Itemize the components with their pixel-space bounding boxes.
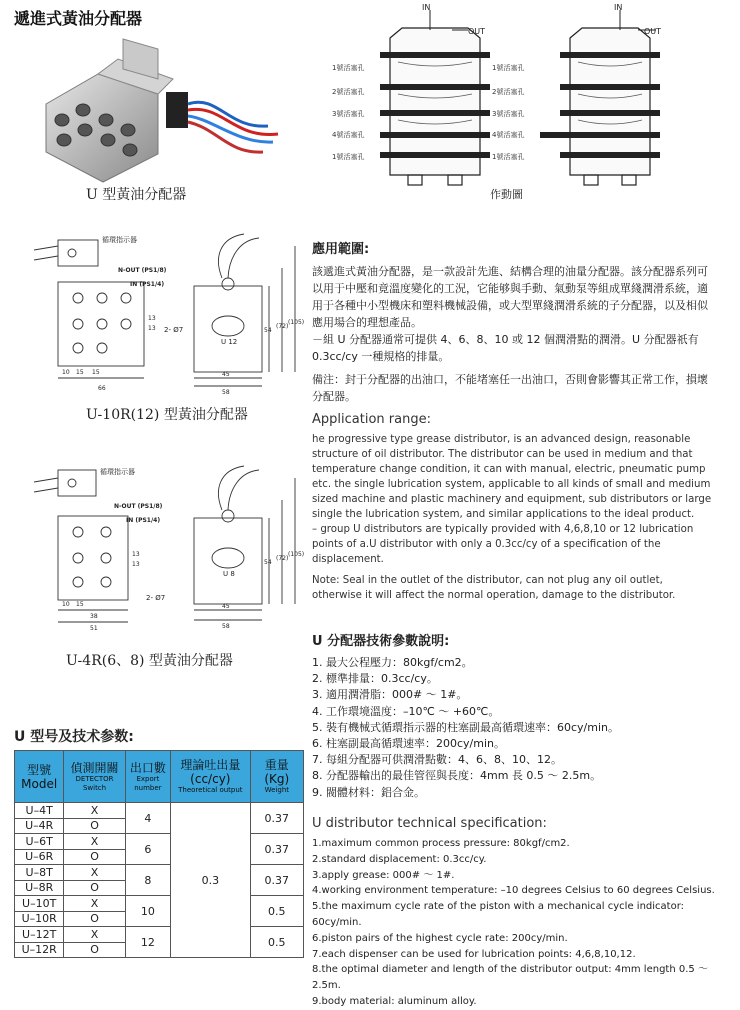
hole-label: 2- Ø7: [146, 594, 166, 602]
cell-weight: 0.5: [250, 927, 303, 958]
operation-caption: 作動圖: [490, 188, 523, 201]
application-en-heading: Application range:: [312, 412, 431, 427]
dim-13a: 13: [132, 551, 140, 558]
dim-45: 45: [222, 371, 230, 378]
operation-diagram: [318, 0, 736, 210]
cell-model: U–12R: [15, 942, 64, 958]
spec-cn-item: 7. 每組分配器可供潤滑點數：4、6、8、10、12。: [312, 753, 562, 767]
nout-label: N-OUT (PS1/8): [118, 267, 167, 274]
in-label: IN (PS1/4): [130, 281, 165, 288]
model-mark: U 8: [223, 570, 235, 578]
dim-58: 58: [222, 623, 230, 630]
dim-10: 10: [62, 369, 70, 376]
cell-output: 0.3: [171, 803, 251, 958]
th-export: 出口數 Export number: [125, 751, 170, 803]
model-mark: U 12: [221, 338, 238, 346]
spec-en-item: 9.body material: aluminum alloy.: [312, 995, 477, 1007]
cell-model: U–12T: [15, 927, 64, 943]
op-in-label-right: IN: [614, 3, 623, 12]
application-en-para: he progressive type grease distributor, is an advanced design, reasonable structure of oil distributor. The distributor can be used in medium and that temperature change condition, it can with manual, electric, pneumatic pump etc. the single lubrication system, applicable to all kinds of small and medium sized machine and plastic machinery and equipment, sub distributors or large single the lubrication system, and similar applications to the ideal product.: [312, 434, 712, 520]
spec-cn-item: 5. 裝有機械式循環指示器的柱塞副最高循環速率：60cy/min。: [312, 720, 619, 734]
cell-switch: X: [64, 896, 125, 912]
table-row: [15, 896, 304, 912]
table-row: [15, 927, 304, 943]
dim-15: 15: [76, 601, 84, 608]
cell-switch: O: [64, 880, 125, 896]
model-table-heading: U 型号及技术参数:: [14, 729, 134, 745]
cell-model: U–8R: [15, 880, 64, 896]
piston-label: 3號活塞孔: [332, 110, 365, 118]
op-out-label-left: OUT: [468, 27, 486, 36]
piston-label: 1號活塞孔: [332, 153, 365, 161]
cell-switch: X: [64, 865, 125, 881]
spec-en-heading: U distributor technical specification:: [312, 816, 547, 831]
photo-caption: U 型黃油分配器: [86, 187, 187, 203]
cell-switch: O: [64, 942, 125, 958]
product-photo: [28, 34, 298, 184]
application-en-para: – group U distributors are typically provided with 4,6,8,10 or 12 lubrication points of a.U distributor with only a 0.3cc/cy of a specification of the displacement.: [312, 524, 694, 565]
piston-label: 1號活塞孔: [492, 64, 525, 72]
indicator-label: 循環指示器: [102, 236, 137, 244]
piston-label: 1號活塞孔: [332, 64, 365, 72]
dim-15b: 15: [92, 369, 100, 376]
dim-54: 54: [264, 327, 272, 334]
op-out-label-right: OUT: [644, 27, 662, 36]
spec-cn: [312, 630, 714, 801]
dim-51: 51: [90, 625, 98, 632]
spec-cn-item: 3. 適用潤滑脂：000# ～ 1#。: [312, 688, 468, 702]
dim-72: (72): [276, 323, 289, 330]
cell-model: U–6T: [15, 834, 64, 850]
th-switch: 偵測開關 DETECTOR Switch: [64, 751, 125, 803]
piston-label: 4號活塞孔: [332, 131, 365, 139]
cell-model: U–8T: [15, 865, 64, 881]
application-cn-heading: 應用範圍:: [312, 242, 370, 257]
spec-en-item: 4.working environment temperature: –10 degrees Celsius to 60 degrees Celsius.: [312, 885, 715, 897]
application-en: [312, 412, 714, 603]
piston-label: 2號活塞孔: [492, 88, 525, 96]
spec-en-item: 2.standard displacement: 0.3cc/cy.: [312, 853, 487, 865]
dim-58: 58: [222, 389, 230, 396]
cell-switch: O: [64, 818, 125, 834]
cell-weight: 0.5: [250, 896, 303, 927]
cell-model: U–6R: [15, 849, 64, 865]
spec-cn-item: 2. 標準排量：0.3cc/cy。: [312, 672, 438, 686]
drawing-u4r: [14, 460, 304, 636]
spec-cn-heading: U 分配器技術參數說明:: [312, 634, 450, 649]
dim-13b: 13: [132, 561, 140, 568]
cell-weight: 0.37: [250, 834, 303, 865]
dim-105: (105): [288, 551, 304, 558]
indicator-label: 循環指示器: [100, 468, 135, 476]
hole-label: 2- Ø7: [164, 326, 184, 334]
op-in-label-left: IN: [422, 3, 431, 12]
cell-outlets: 8: [125, 865, 170, 896]
table-row: [15, 803, 304, 819]
dim-15a: 15: [76, 369, 84, 376]
cell-weight: 0.37: [250, 865, 303, 896]
model-table: [14, 750, 304, 958]
th-output: 理論吐出量 (cc/cy) Theoretical output: [171, 751, 251, 803]
piston-label: 3號活塞孔: [492, 110, 525, 118]
dim-38: 38: [90, 613, 98, 620]
drawing-u10r: [14, 228, 304, 398]
nout-label: N-OUT (PS1/8): [114, 503, 163, 510]
cell-outlets: 6: [125, 834, 170, 865]
in-label: IN (PS1/4): [126, 517, 161, 524]
application-cn-note: 備注：封于分配器的出油口，不能堵塞任一出油口，否則會影響其正常工作，損壞分配器。: [312, 373, 708, 403]
cell-switch: X: [64, 927, 125, 943]
spec-cn-item: 4. 工作環境溫度：–10℃ ～ +60℃。: [312, 704, 500, 718]
application-cn-para: －組 U 分配器通常可提供 4、6、8、10 或 12 個潤滑點的潤滑。U 分配器祇有 0.3cc/cy 一種規格的排量。: [312, 333, 699, 363]
cell-outlets: 4: [125, 803, 170, 834]
piston-label: 4號活塞孔: [492, 131, 525, 139]
dim-54: 54: [264, 559, 272, 566]
spec-cn-item: 8. 分配器輸出的最佳管徑與長度：4mm 長 0.5 ～ 2.5m。: [312, 769, 602, 783]
th-model: 型號 Model: [15, 751, 64, 803]
spec-cn-item: 1. 最大公程壓力：80kgf/cm2。: [312, 656, 473, 669]
table-row: [15, 834, 304, 850]
spec-cn-item: 9. 閥體材料：鋁合金。: [312, 785, 425, 799]
drawing1-caption: U-10R(12) 型黃油分配器: [86, 407, 248, 423]
dim-10: 10: [62, 601, 70, 608]
drawing2-caption: U-4R(6、8) 型黃油分配器: [66, 653, 233, 669]
cell-model: U–4R: [15, 818, 64, 834]
cell-model: U–10T: [15, 896, 64, 912]
piston-label: 2號活塞孔: [332, 88, 365, 96]
cell-outlets: 12: [125, 927, 170, 958]
cell-model: U–4T: [15, 803, 64, 819]
cell-outlets: 10: [125, 896, 170, 927]
page-title: 遞進式黃油分配器: [14, 9, 143, 28]
dim-105: (105): [288, 319, 304, 326]
cell-weight: 0.37: [250, 803, 303, 834]
spec-en-item: 5.the maximum cycle rate of the piston with a mechanical cycle indicator: 60cy/min.: [312, 901, 685, 928]
spec-en-item: 7.each dispenser can be used for lubrication points: 4,6,8,10,12.: [312, 948, 636, 960]
cell-model: U–10R: [15, 911, 64, 927]
application-cn-para: 該遞進式黃油分配器，是一款設計先進、結構合理的油量分配器。該分配器系列可以用于中壓和竟溫度變化的工況，它能够與手動、氣動泵等組成單綫潤滑系統，適用于各種中小型機床和塑料機械設備，或大型單綫潤滑系統的子分配器，以及相似應用場合的理想產品。: [312, 265, 708, 329]
spec-en: [312, 816, 730, 1010]
spec-en-item: 6.piston pairs of the highest cycle rate: 200cy/min.: [312, 932, 568, 944]
spec-cn-item: 6. 柱塞副最高循環速率：200cy/min。: [312, 737, 505, 751]
table-row: [15, 865, 304, 881]
cell-switch: X: [64, 834, 125, 850]
dim-72: (72): [276, 555, 289, 562]
spec-en-item: 8.the optimal diameter and length of the distributor output: 4mm length 0.5 ～ 2.5m.: [312, 964, 708, 992]
spec-en-item: 1.maximum common process pressure: 80kgf/cm2.: [312, 838, 570, 849]
cell-switch: O: [64, 849, 125, 865]
application-cn: [312, 238, 714, 405]
cell-switch: X: [64, 803, 125, 819]
application-en-note: Note: Seal in the outlet of the distributor, can not plug any oil outlet, otherwise it will affect the normal operation, damage to the distributor.: [312, 575, 676, 601]
dim-66: 66: [98, 385, 106, 392]
piston-label: 1號活塞孔: [492, 153, 525, 161]
dim-45: 45: [222, 603, 230, 610]
dim-13b: 13: [148, 325, 156, 332]
dim-13a: 13: [148, 315, 156, 322]
cell-switch: O: [64, 911, 125, 927]
spec-en-item: 3.apply grease: 000# ～ 1#.: [312, 869, 455, 881]
th-weight: 重量 (Kg) Weight: [250, 751, 303, 803]
